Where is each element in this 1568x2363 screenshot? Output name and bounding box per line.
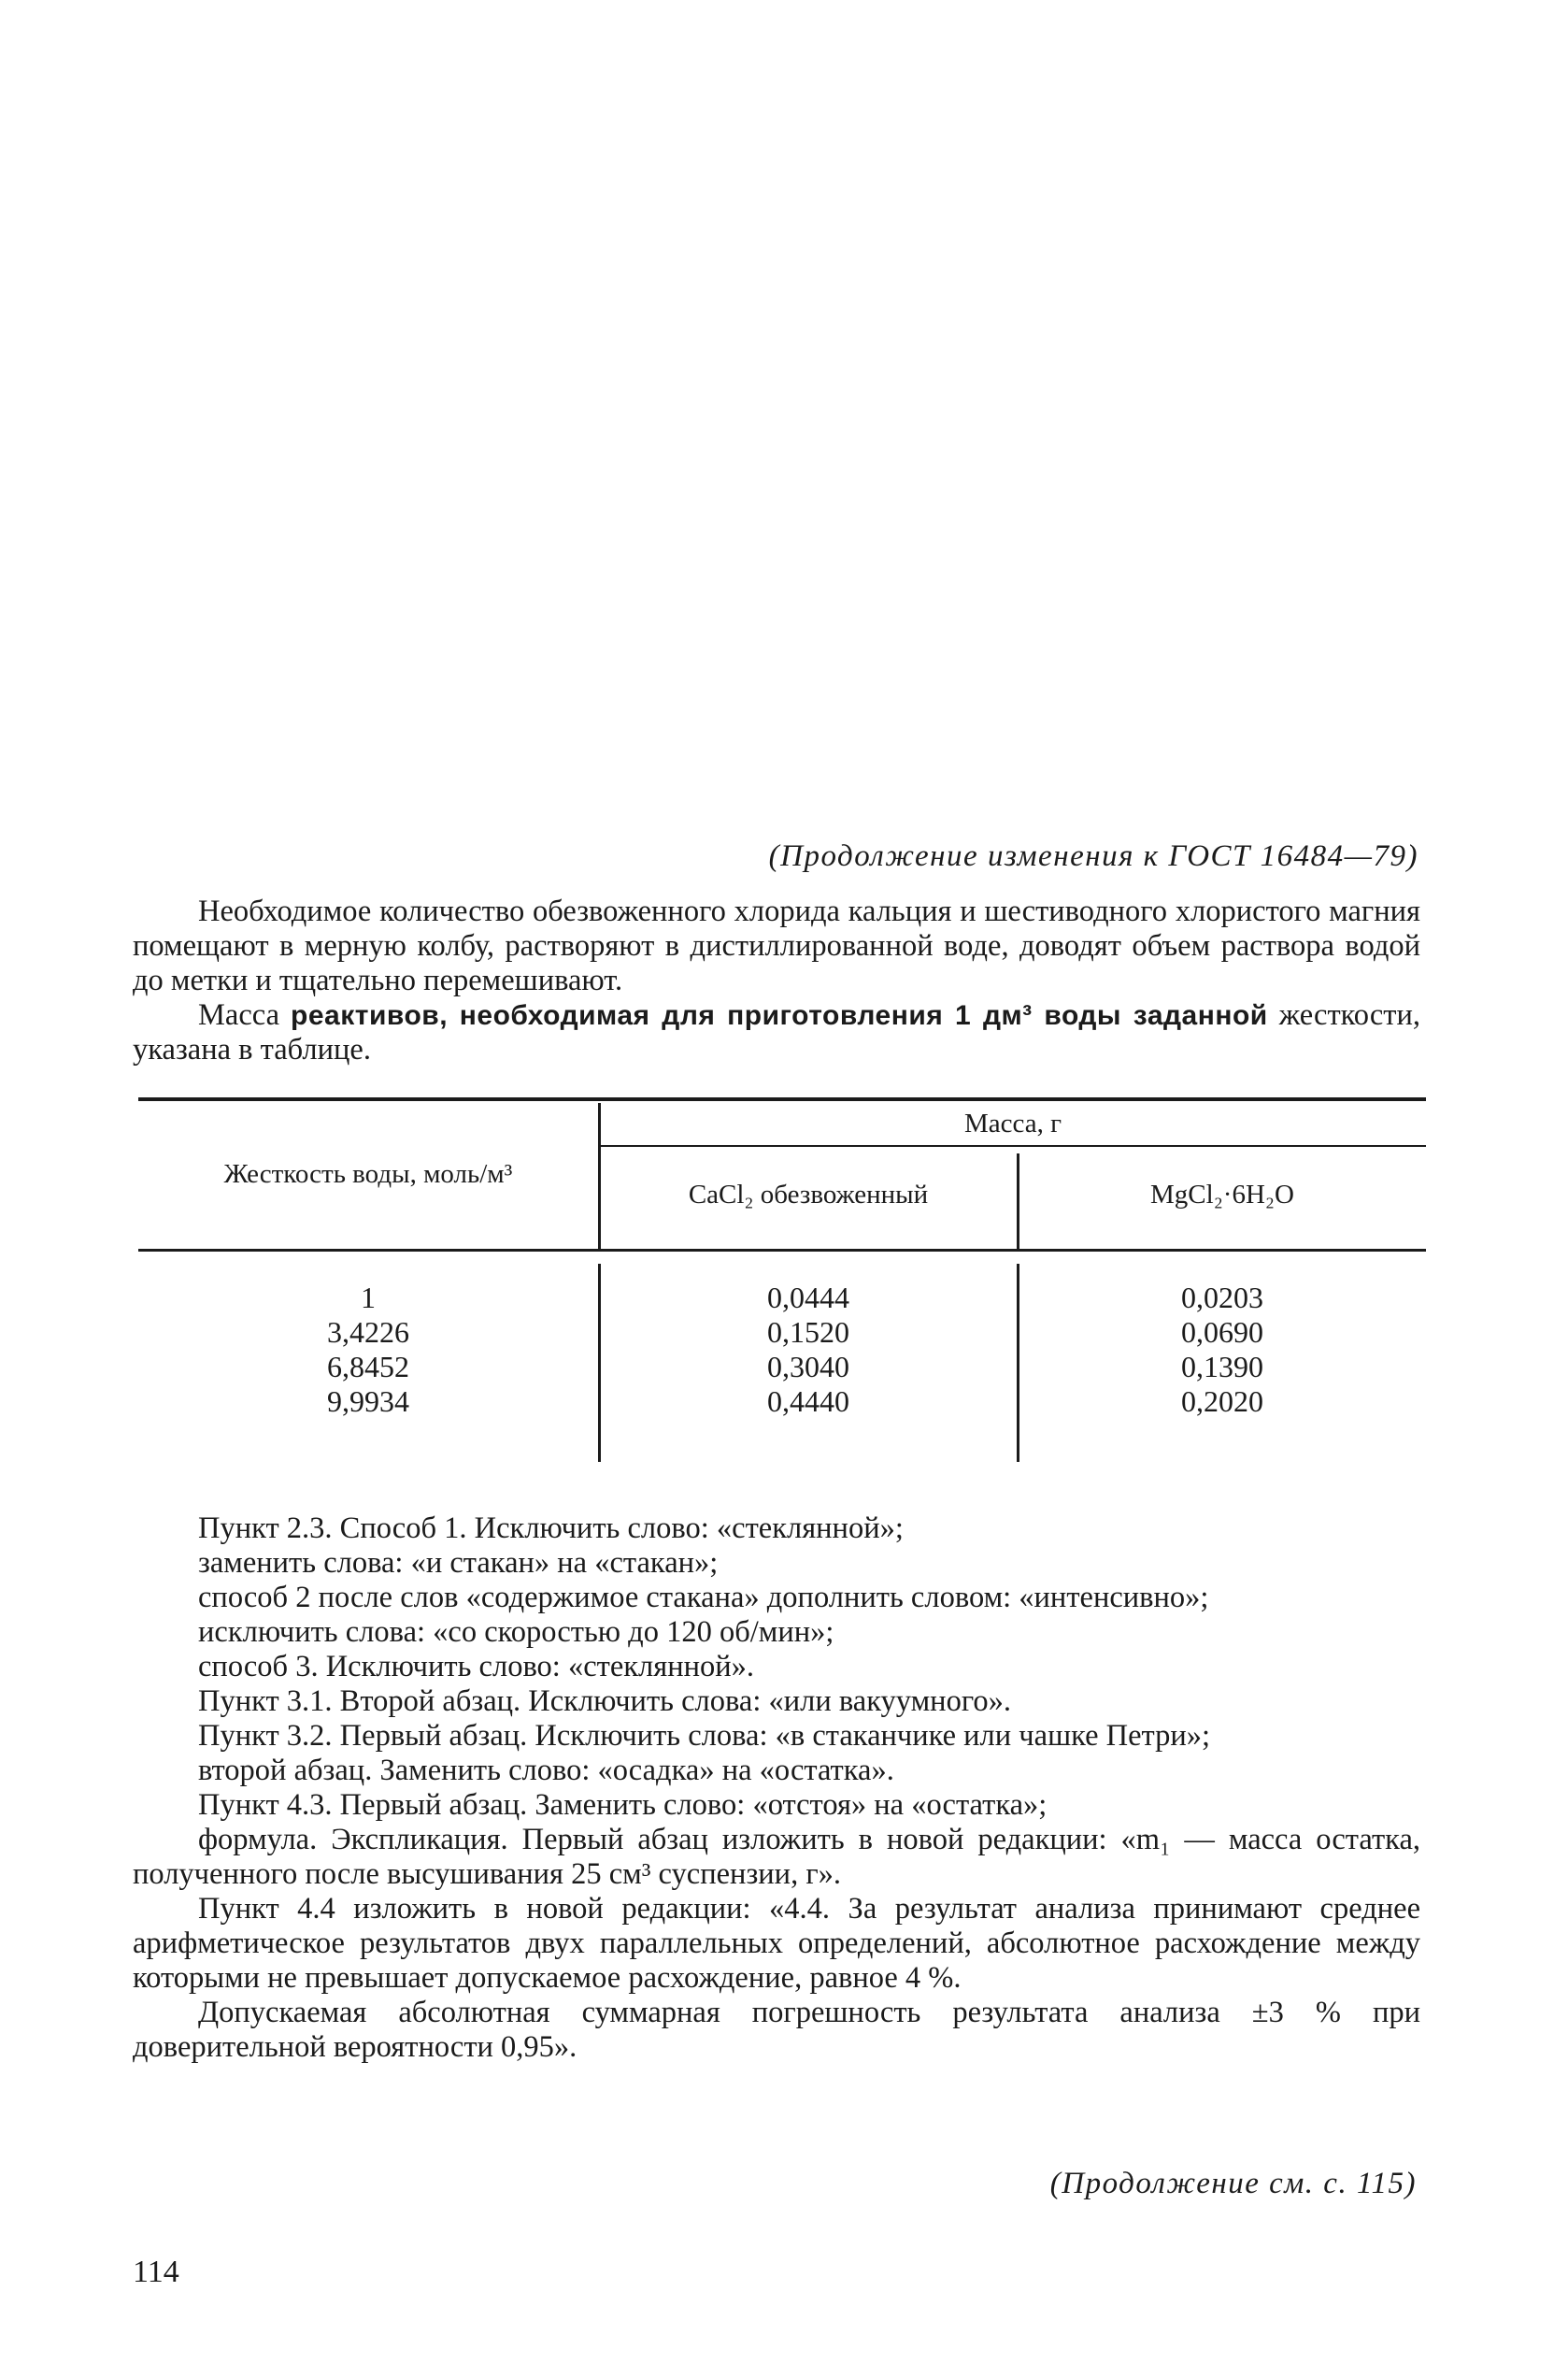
amendment-item: исключить слова: «со скоростью до 120 об/мин»; <box>198 1615 834 1649</box>
intro-text <box>133 895 1420 1067</box>
header-mgcl2: MgCl₂·6H₂O <box>1150 1180 1294 1210</box>
cacl2-cell: 0,3040 <box>767 1350 849 1383</box>
intro-paragraph-2-bold: реактивов, необходимая для приготовления 1 дм³ воды заданной <box>291 1000 1268 1031</box>
header-hardness: Жесткость воды, моль/м³ <box>223 1159 513 1189</box>
intro-paragraph-2-start: Масса <box>198 998 279 1032</box>
page-number: 114 <box>133 2255 179 2289</box>
amendment-item: формула. Экспликация. Первый абзац изложить в новой редакции: «m₁ — масса остатка, полученного после высушивания 25 см³ суспензии, г». <box>133 1823 1420 1891</box>
column-hardness <box>138 1281 598 1419</box>
amendments-text <box>133 1511 1420 2065</box>
header-cacl2: CaCl₂ обезвоженный <box>688 1180 929 1210</box>
table-header-rule <box>138 1249 1426 1252</box>
amendment-item: Пункт 4.4 изложить в новой редакции: «4.4. За результат анализа принимают среднее арифметическое результатов двух параллельных определений, абсолютное расхождение между которыми не превышает допускаемое расхождение, равное 4 %. <box>133 1892 1420 1995</box>
cacl2-cell: 0,4440 <box>767 1384 849 1418</box>
amendment-item: Пункт 2.3. Способ 1. Исключить слово: «стеклянной»; <box>198 1511 904 1545</box>
running-head: (Продолжение изменения к ГОСТ 16484—79) <box>768 839 1418 873</box>
column-mgcl2 <box>1019 1281 1426 1419</box>
amendment-item: Пункт 3.2. Первый абзац. Исключить слова: «в стаканчике или чашке Петри»; <box>198 1719 1211 1753</box>
amendment-item: способ 3. Исключить слово: «стеклянной». <box>198 1650 755 1683</box>
cacl2-cell: 0,0444 <box>767 1281 849 1314</box>
header-mass: Масса, г <box>963 1109 1062 1139</box>
mgcl2-cell: 0,0203 <box>1181 1281 1263 1314</box>
amendment-item: второй абзац. Заменить слово: «осадка» на «остатка». <box>198 1754 894 1787</box>
mgcl2-cell: 0,1390 <box>1181 1350 1263 1383</box>
continuation-note: (Продолжение см. с. 115) <box>1049 2167 1417 2200</box>
amendment-item: способ 2 после слов «содержимое стакана» дополнить словом: «интенсивно»; <box>198 1581 1209 1614</box>
intro-paragraph-2-end: жесткости, указана в таблице. <box>133 998 1421 1067</box>
amendment-item: Пункт 4.3. Первый абзац. Заменить слово: «отстоя» на «остатка»; <box>198 1788 1048 1822</box>
column-cacl2 <box>600 1281 1017 1419</box>
hardness-cell: 3,4226 <box>327 1315 409 1349</box>
amendment-item: заменить слова: «и стакан» на «стакан»; <box>198 1546 719 1580</box>
hardness-cell: 9,9934 <box>327 1384 409 1418</box>
mgcl2-cell: 0,0690 <box>1181 1315 1263 1349</box>
hardness-cell: 1 <box>361 1281 376 1314</box>
intro-paragraph-1: Необходимое количество обезвоженного хлорида кальция и шестиводного хлористого магния помещают в мерную колбу, растворяют в дистиллированной воде, доводят объем раствора водой до метки и тщательно перемешивают. <box>133 895 1420 997</box>
hardness-cell: 6,8452 <box>327 1350 409 1383</box>
reagent-mass-table <box>138 1097 1426 1462</box>
amendment-item: Пункт 3.1. Второй абзац. Исключить слова: «или вакуумного». <box>198 1684 1011 1718</box>
cacl2-cell: 0,1520 <box>767 1315 849 1349</box>
amendment-item: Допускаемая абсолютная суммарная погрешность результата анализа ±3 % при доверительной вероятности 0,95». <box>133 1996 1420 2064</box>
intro-paragraph-2 <box>133 998 1420 1067</box>
mgcl2-cell: 0,2020 <box>1181 1384 1263 1418</box>
